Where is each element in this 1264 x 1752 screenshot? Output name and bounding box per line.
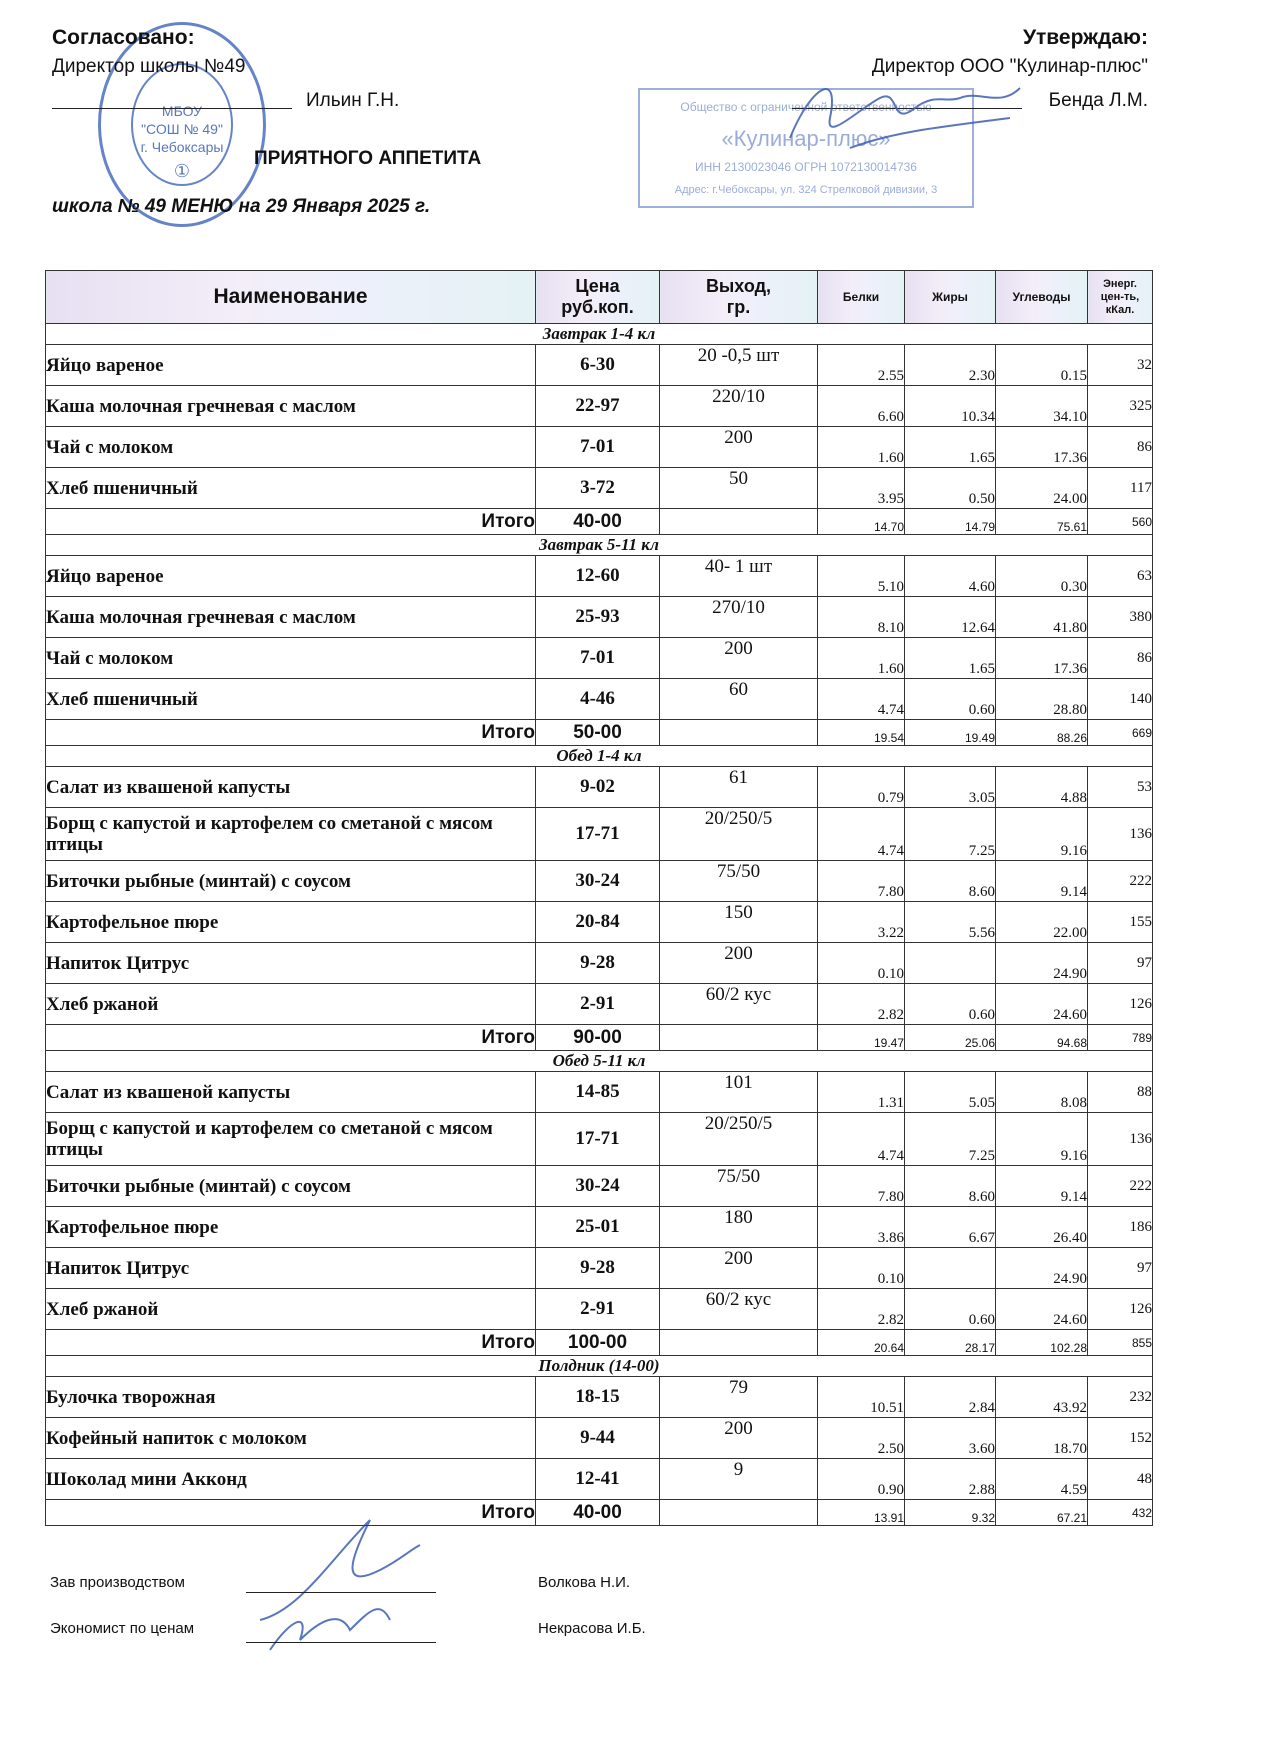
dish-yield: 60/2 кус xyxy=(660,984,818,1025)
total-row xyxy=(46,1330,1153,1356)
section-title: Завтрак 1-4 кл xyxy=(46,324,1153,345)
dish-fat: 2.84 xyxy=(905,1377,996,1418)
dish-kcal: 117 xyxy=(1088,468,1153,509)
table-row xyxy=(46,427,1153,468)
dish-yield: 150 xyxy=(660,902,818,943)
dish-fat: 2.30 xyxy=(905,345,996,386)
dish-kcal: 126 xyxy=(1088,1289,1153,1330)
dish-kcal: 325 xyxy=(1088,386,1153,427)
dish-price: 25-93 xyxy=(536,597,660,638)
dish-kcal: 88 xyxy=(1088,1072,1153,1113)
dish-name: Салат из квашеной капусты xyxy=(46,767,536,808)
dish-price: 9-28 xyxy=(536,1248,660,1289)
dish-carbs: 9.14 xyxy=(996,861,1088,902)
dish-name: Биточки рыбные (минтай) с соусом xyxy=(46,1166,536,1207)
dish-kcal: 222 xyxy=(1088,1166,1153,1207)
dish-protein: 2.82 xyxy=(818,1289,905,1330)
dish-yield: 200 xyxy=(660,1418,818,1459)
dish-carbs: 0.30 xyxy=(996,556,1088,597)
table-header-row xyxy=(46,271,1153,324)
dish-price: 20-84 xyxy=(536,902,660,943)
dish-name: Борщ с капустой и картофелем со сметаной с мясом птицы xyxy=(46,808,536,861)
table-row xyxy=(46,1418,1153,1459)
agreed-title: Согласовано: xyxy=(52,26,195,49)
stamp-line: МБОУ xyxy=(161,103,203,119)
dish-fat: 6.67 xyxy=(905,1207,996,1248)
section-row xyxy=(46,1051,1153,1072)
dish-kcal: 53 xyxy=(1088,767,1153,808)
stamp-line: Адрес: г.Чебоксары, ул. 324 Стрелковой дивизии, 3 xyxy=(674,184,938,196)
dish-yield: 60/2 кус xyxy=(660,1289,818,1330)
dish-protein: 10.51 xyxy=(818,1377,905,1418)
total-yield-empty xyxy=(660,720,818,746)
table-row xyxy=(46,597,1153,638)
dish-fat: 12.64 xyxy=(905,597,996,638)
dish-name: Яйцо вареное xyxy=(46,556,536,597)
dish-protein: 3.95 xyxy=(818,468,905,509)
stamp-line: "СОШ № 49" xyxy=(141,121,223,137)
dish-carbs: 17.36 xyxy=(996,638,1088,679)
dish-fat: 4.60 xyxy=(905,556,996,597)
section-row xyxy=(46,324,1153,345)
dish-name: Каша молочная гречневая с маслом xyxy=(46,386,536,427)
table-row xyxy=(46,468,1153,509)
dish-yield: 270/10 xyxy=(660,597,818,638)
dish-name: Каша молочная гречневая с маслом xyxy=(46,597,536,638)
dish-protein: 7.80 xyxy=(818,861,905,902)
production-signature-line xyxy=(246,1592,436,1593)
section-row xyxy=(46,1356,1153,1377)
table-row xyxy=(46,556,1153,597)
dish-carbs: 9.16 xyxy=(996,1113,1088,1166)
dish-price: 9-28 xyxy=(536,943,660,984)
dish-fat: 1.65 xyxy=(905,427,996,468)
dish-name: Булочка творожная xyxy=(46,1377,536,1418)
dish-fat: 0.60 xyxy=(905,1289,996,1330)
dish-fat: 7.25 xyxy=(905,808,996,861)
total-kcal: 432 xyxy=(1088,1500,1153,1526)
dish-protein: 2.82 xyxy=(818,984,905,1025)
table-row xyxy=(46,1072,1153,1113)
header-price xyxy=(536,271,660,324)
dish-carbs: 4.59 xyxy=(996,1459,1088,1500)
dish-name: Салат из квашеной капусты xyxy=(46,1072,536,1113)
table-row xyxy=(46,1248,1153,1289)
dish-protein: 3.22 xyxy=(818,902,905,943)
dish-fat: 5.05 xyxy=(905,1072,996,1113)
total-carbs: 88.26 xyxy=(996,720,1088,746)
table-row xyxy=(46,1207,1153,1248)
table-row xyxy=(46,902,1153,943)
dish-name: Биточки рыбные (минтай) с соусом xyxy=(46,861,536,902)
dish-kcal: 86 xyxy=(1088,638,1153,679)
production-label: Зав производством xyxy=(50,1574,185,1591)
dish-price: 12-41 xyxy=(536,1459,660,1500)
table-row xyxy=(46,767,1153,808)
dish-price: 4-46 xyxy=(536,679,660,720)
dish-carbs: 43.92 xyxy=(996,1377,1088,1418)
header-yield-line2: гр. xyxy=(726,297,751,317)
dish-fat: 7.25 xyxy=(905,1113,996,1166)
dish-kcal: 232 xyxy=(1088,1377,1153,1418)
header-yield xyxy=(660,271,818,324)
approve-position: Директор ООО "Кулинар-плюс" xyxy=(871,56,1148,77)
dish-kcal: 155 xyxy=(1088,902,1153,943)
dish-kcal: 186 xyxy=(1088,1207,1153,1248)
total-label: Итого xyxy=(46,1025,536,1051)
table-row xyxy=(46,984,1153,1025)
dish-protein: 1.60 xyxy=(818,638,905,679)
agreed-signature-line xyxy=(52,108,292,109)
dish-protein: 0.90 xyxy=(818,1459,905,1500)
dish-protein: 0.79 xyxy=(818,767,905,808)
dish-kcal: 380 xyxy=(1088,597,1153,638)
dish-kcal: 97 xyxy=(1088,1248,1153,1289)
total-fat: 9.32 xyxy=(905,1500,996,1526)
dish-name: Чай с молоком xyxy=(46,638,536,679)
dish-protein: 7.80 xyxy=(818,1166,905,1207)
total-kcal: 789 xyxy=(1088,1025,1153,1051)
section-title: Обед 1-4 кл xyxy=(46,746,1153,767)
dish-yield: 61 xyxy=(660,767,818,808)
table-row xyxy=(46,861,1153,902)
total-price: 40-00 xyxy=(536,1500,660,1526)
total-label: Итого xyxy=(46,720,536,746)
dish-carbs: 24.60 xyxy=(996,1289,1088,1330)
dish-yield: 75/50 xyxy=(660,861,818,902)
dish-fat: 0.60 xyxy=(905,984,996,1025)
dish-protein: 6.60 xyxy=(818,386,905,427)
section-title: Обед 5-11 кл xyxy=(46,1051,1153,1072)
total-fat: 14.79 xyxy=(905,509,996,535)
total-yield-empty xyxy=(660,1330,818,1356)
dish-carbs: 41.80 xyxy=(996,597,1088,638)
dish-name: Шоколад мини Акконд xyxy=(46,1459,536,1500)
dish-name: Напиток Цитрус xyxy=(46,1248,536,1289)
total-carbs: 94.68 xyxy=(996,1025,1088,1051)
dish-name: Чай с молоком xyxy=(46,427,536,468)
dish-yield: 50 xyxy=(660,468,818,509)
dish-yield: 101 xyxy=(660,1072,818,1113)
dish-fat: 3.05 xyxy=(905,767,996,808)
dish-fat: 1.65 xyxy=(905,638,996,679)
table-row xyxy=(46,1113,1153,1166)
dish-price: 7-01 xyxy=(536,427,660,468)
dish-fat: 8.60 xyxy=(905,1166,996,1207)
dish-carbs: 24.60 xyxy=(996,984,1088,1025)
dish-fat: 8.60 xyxy=(905,861,996,902)
dish-price: 9-44 xyxy=(536,1418,660,1459)
dish-price: 6-30 xyxy=(536,345,660,386)
dish-price: 18-15 xyxy=(536,1377,660,1418)
section-row xyxy=(46,746,1153,767)
total-row xyxy=(46,1500,1153,1526)
header-yield-line1: Выход, xyxy=(705,276,772,296)
economist-label: Экономист по ценам xyxy=(50,1620,195,1637)
dish-protein: 0.10 xyxy=(818,943,905,984)
total-row xyxy=(46,509,1153,535)
header-price-line2: руб.коп. xyxy=(561,297,634,317)
dish-price: 9-02 xyxy=(536,767,660,808)
dish-kcal: 48 xyxy=(1088,1459,1153,1500)
dish-kcal: 136 xyxy=(1088,1113,1153,1166)
dish-protein: 1.31 xyxy=(818,1072,905,1113)
dish-fat: 3.60 xyxy=(905,1418,996,1459)
section-title: Полдник (14-00) xyxy=(46,1356,1153,1377)
dish-carbs: 24.90 xyxy=(996,1248,1088,1289)
total-yield-empty xyxy=(660,509,818,535)
approve-signature xyxy=(770,48,1040,168)
header-protein: Белки xyxy=(818,271,905,324)
table-row xyxy=(46,808,1153,861)
total-fat: 19.49 xyxy=(905,720,996,746)
dish-carbs: 17.36 xyxy=(996,427,1088,468)
dish-price: 14-85 xyxy=(536,1072,660,1113)
economist-name: Некрасова И.Б. xyxy=(538,1620,646,1637)
total-row xyxy=(46,1025,1153,1051)
dish-fat xyxy=(905,943,996,984)
dish-name: Картофельное пюре xyxy=(46,1207,536,1248)
dish-price: 30-24 xyxy=(536,861,660,902)
dish-yield: 200 xyxy=(660,638,818,679)
total-protein: 14.70 xyxy=(818,509,905,535)
total-protein: 19.54 xyxy=(818,720,905,746)
stamp-line: г. Чебоксары xyxy=(140,139,224,155)
total-price: 50-00 xyxy=(536,720,660,746)
approve-name: Бенда Л.М. xyxy=(1048,90,1148,111)
stamp-line: «Кулинар-плюс» xyxy=(721,126,891,151)
dish-price: 2-91 xyxy=(536,1289,660,1330)
header-energy-line2: цен-ть, xyxy=(1100,290,1140,303)
header-fat: Жиры xyxy=(905,271,996,324)
dish-name: Хлеб пшеничный xyxy=(46,679,536,720)
dish-kcal: 126 xyxy=(1088,984,1153,1025)
dish-yield: 180 xyxy=(660,1207,818,1248)
total-price: 40-00 xyxy=(536,509,660,535)
dish-protein: 5.10 xyxy=(818,556,905,597)
header-carbs: Углеводы xyxy=(996,271,1088,324)
header-name: Наименование xyxy=(46,271,536,324)
dish-price: 2-91 xyxy=(536,984,660,1025)
dish-carbs: 8.08 xyxy=(996,1072,1088,1113)
total-price: 90-00 xyxy=(536,1025,660,1051)
dish-kcal: 152 xyxy=(1088,1418,1153,1459)
table-row xyxy=(46,386,1153,427)
dish-yield: 60 xyxy=(660,679,818,720)
dish-kcal: 63 xyxy=(1088,556,1153,597)
dish-price: 3-72 xyxy=(536,468,660,509)
total-fat: 25.06 xyxy=(905,1025,996,1051)
dish-fat: 2.88 xyxy=(905,1459,996,1500)
stamp-line: ИНН 2130023046 ОГРН 1072130014736 xyxy=(695,160,917,174)
dish-kcal: 32 xyxy=(1088,345,1153,386)
dish-carbs: 0.15 xyxy=(996,345,1088,386)
dish-carbs: 9.16 xyxy=(996,808,1088,861)
dish-kcal: 222 xyxy=(1088,861,1153,902)
total-price: 100-00 xyxy=(536,1330,660,1356)
dish-yield: 20/250/5 xyxy=(660,808,818,861)
dish-protein: 2.55 xyxy=(818,345,905,386)
total-yield-empty xyxy=(660,1500,818,1526)
dish-name: Кофейный напиток с молоком xyxy=(46,1418,536,1459)
dish-kcal: 136 xyxy=(1088,808,1153,861)
total-yield-empty xyxy=(660,1025,818,1051)
total-protein: 19.47 xyxy=(818,1025,905,1051)
dish-name: Яйцо вареное xyxy=(46,345,536,386)
total-kcal: 669 xyxy=(1088,720,1153,746)
dish-name: Хлеб пшеничный xyxy=(46,468,536,509)
dish-fat: 0.60 xyxy=(905,679,996,720)
dish-yield: 9 xyxy=(660,1459,818,1500)
dish-kcal: 86 xyxy=(1088,427,1153,468)
total-protein: 20.64 xyxy=(818,1330,905,1356)
dish-carbs: 28.80 xyxy=(996,679,1088,720)
total-carbs: 75.61 xyxy=(996,509,1088,535)
dish-yield: 20/250/5 xyxy=(660,1113,818,1166)
stamp-line: Общество с ограниченной ответственностью xyxy=(680,100,932,114)
dish-yield: 200 xyxy=(660,427,818,468)
dish-kcal: 140 xyxy=(1088,679,1153,720)
table-row xyxy=(46,1459,1153,1500)
dish-carbs: 26.40 xyxy=(996,1207,1088,1248)
dish-protein: 2.50 xyxy=(818,1418,905,1459)
dish-protein: 0.10 xyxy=(818,1248,905,1289)
total-label: Итого xyxy=(46,1500,536,1526)
section-row xyxy=(46,535,1153,556)
dish-yield: 220/10 xyxy=(660,386,818,427)
dish-yield: 40- 1 шт xyxy=(660,556,818,597)
dish-name: Хлеб ржаной xyxy=(46,984,536,1025)
dish-protein: 8.10 xyxy=(818,597,905,638)
dish-yield: 79 xyxy=(660,1377,818,1418)
production-name: Волкова Н.И. xyxy=(538,1574,631,1591)
agreed-name: Ильин Г.Н. xyxy=(306,90,400,111)
table-row xyxy=(46,345,1153,386)
header-energy xyxy=(1088,271,1153,324)
dish-price: 12-60 xyxy=(536,556,660,597)
approve-title: Утверждаю: xyxy=(1022,26,1148,49)
dish-price: 22-97 xyxy=(536,386,660,427)
dish-yield: 200 xyxy=(660,943,818,984)
table-row xyxy=(46,1377,1153,1418)
total-label: Итого xyxy=(46,1330,536,1356)
dish-fat: 0.50 xyxy=(905,468,996,509)
dish-price: 25-01 xyxy=(536,1207,660,1248)
total-kcal: 560 xyxy=(1088,509,1153,535)
table-row xyxy=(46,1289,1153,1330)
menu-table xyxy=(45,270,1153,1526)
table-row xyxy=(46,943,1153,984)
menu-date-heading: школа № 49 МЕНЮ на 29 Января 2025 г. xyxy=(52,196,431,217)
total-label: Итого xyxy=(46,509,536,535)
dish-name: Хлеб ржаной xyxy=(46,1289,536,1330)
economist-signature-line xyxy=(246,1642,436,1643)
dish-fat: 10.34 xyxy=(905,386,996,427)
total-row xyxy=(46,720,1153,746)
dish-protein: 1.60 xyxy=(818,427,905,468)
header-price-line1: Цена xyxy=(575,276,620,296)
header-energy-line1: Энерг. xyxy=(1103,277,1137,290)
stamp-line: ① xyxy=(173,161,191,181)
dish-carbs: 22.00 xyxy=(996,902,1088,943)
dish-price: 17-71 xyxy=(536,808,660,861)
bon-appetit-heading: ПРИЯТНОГО АППЕТИТА xyxy=(254,148,482,169)
total-protein: 13.91 xyxy=(818,1500,905,1526)
dish-carbs: 24.90 xyxy=(996,943,1088,984)
dish-price: 7-01 xyxy=(536,638,660,679)
dish-protein: 4.74 xyxy=(818,1113,905,1166)
dish-fat xyxy=(905,1248,996,1289)
dish-yield: 20 -0,5 шт xyxy=(660,345,818,386)
dish-carbs: 24.00 xyxy=(996,468,1088,509)
dish-name: Напиток Цитрус xyxy=(46,943,536,984)
dish-carbs: 4.88 xyxy=(996,767,1088,808)
total-carbs: 67.21 xyxy=(996,1500,1088,1526)
dish-carbs: 34.10 xyxy=(996,386,1088,427)
total-kcal: 855 xyxy=(1088,1330,1153,1356)
dish-price: 30-24 xyxy=(536,1166,660,1207)
dish-kcal: 97 xyxy=(1088,943,1153,984)
dish-name: Борщ с капустой и картофелем со сметаной с мясом птицы xyxy=(46,1113,536,1166)
dish-carbs: 9.14 xyxy=(996,1166,1088,1207)
table-row xyxy=(46,1166,1153,1207)
dish-protein: 4.74 xyxy=(818,808,905,861)
dish-yield: 75/50 xyxy=(660,1166,818,1207)
dish-price: 17-71 xyxy=(536,1113,660,1166)
total-carbs: 102.28 xyxy=(996,1330,1088,1356)
table-row xyxy=(46,638,1153,679)
dish-protein: 4.74 xyxy=(818,679,905,720)
dish-carbs: 18.70 xyxy=(996,1418,1088,1459)
header-energy-line3: кКал. xyxy=(1105,303,1135,316)
dish-fat: 5.56 xyxy=(905,902,996,943)
dish-protein: 3.86 xyxy=(818,1207,905,1248)
total-fat: 28.17 xyxy=(905,1330,996,1356)
table-row xyxy=(46,679,1153,720)
dish-name: Картофельное пюре xyxy=(46,902,536,943)
section-title: Завтрак 5-11 кл xyxy=(46,535,1153,556)
agreed-position: Директор школы №49 xyxy=(52,56,246,77)
dish-yield: 200 xyxy=(660,1248,818,1289)
